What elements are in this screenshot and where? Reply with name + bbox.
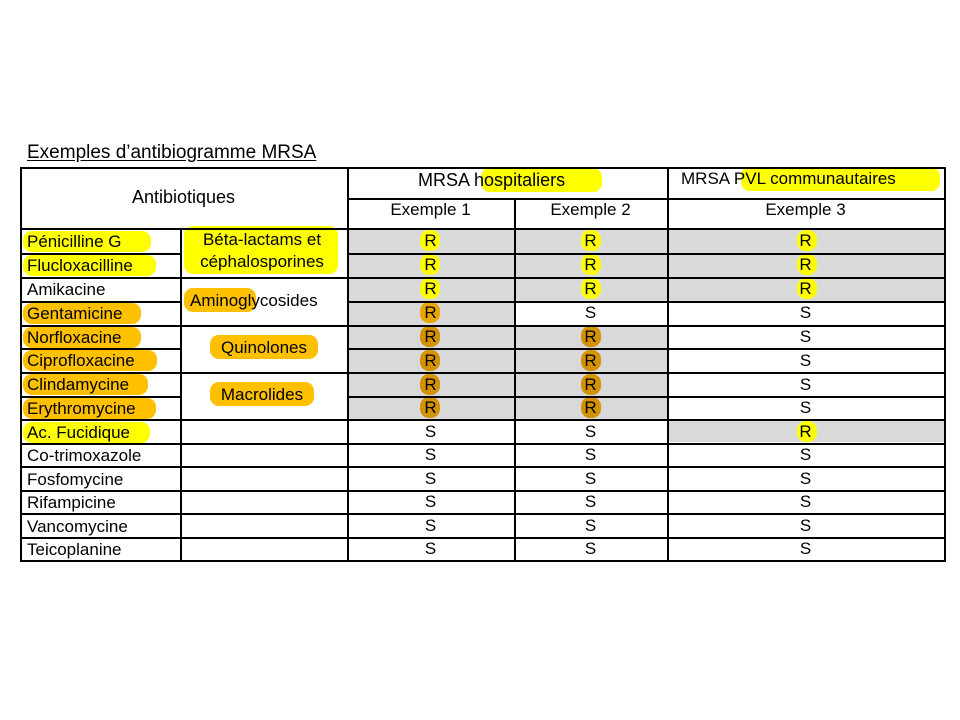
result-ex3: S bbox=[799, 351, 812, 370]
drug-name: Erythromycine bbox=[27, 399, 136, 418]
header-example-2: Exemple 2 bbox=[550, 200, 631, 219]
header-example-3: Exemple 3 bbox=[765, 200, 846, 219]
grid-line-row5 bbox=[20, 348, 180, 350]
drug-name: Gentamicine bbox=[27, 304, 123, 323]
grid-line-row8 bbox=[20, 419, 946, 421]
result-ex2: R bbox=[584, 255, 597, 274]
class-betalactams-line2: céphalosporines bbox=[200, 252, 324, 271]
class-quinolones: Quinolones bbox=[220, 338, 307, 357]
result-ex2: S bbox=[584, 422, 597, 441]
result-ex1: S bbox=[424, 469, 437, 488]
result-ex3: S bbox=[799, 469, 812, 488]
result-ex3: R bbox=[799, 422, 812, 441]
header-group-community bbox=[681, 169, 896, 189]
result-ex2: R bbox=[584, 398, 597, 417]
result-ex2: R bbox=[584, 327, 597, 346]
class-macrolides: Macrolides bbox=[220, 385, 304, 404]
result-ex1: R bbox=[424, 327, 437, 346]
result-ex2: S bbox=[584, 445, 597, 464]
header-group-community-prefix: MRSA bbox=[681, 169, 730, 188]
grid-line-row7 bbox=[20, 396, 180, 398]
grid-line-left bbox=[20, 167, 22, 562]
result-ex2: R bbox=[584, 351, 597, 370]
grid-line-row5b bbox=[347, 348, 946, 350]
drug-name: Norfloxacine bbox=[27, 328, 122, 347]
result-ex2: R bbox=[584, 231, 597, 250]
result-ex3: R bbox=[799, 255, 812, 274]
result-ex3: S bbox=[799, 492, 812, 511]
result-ex1: R bbox=[424, 231, 437, 250]
grid-line-row12 bbox=[20, 513, 946, 515]
header-antibiotics: Antibiotiques bbox=[131, 187, 236, 207]
drug-name: Fosfomycine bbox=[27, 470, 124, 489]
result-ex3: S bbox=[799, 327, 812, 346]
result-ex3: R bbox=[799, 231, 812, 250]
result-ex1: S bbox=[424, 492, 437, 511]
antibiogram-table bbox=[20, 167, 946, 562]
result-ex1: S bbox=[424, 422, 437, 441]
drug-name: Rifampicine bbox=[27, 493, 116, 512]
drug-name: Ac. Fucidique bbox=[27, 423, 130, 442]
result-ex2: S bbox=[584, 469, 597, 488]
result-ex3: R bbox=[799, 279, 812, 298]
drug-name: Co-trimoxazole bbox=[27, 446, 142, 465]
result-ex1: R bbox=[424, 279, 437, 298]
grid-line-row10 bbox=[20, 466, 946, 468]
drug-name: Clindamycine bbox=[27, 375, 130, 394]
header-example-1: Exemple 1 bbox=[390, 200, 471, 219]
class-aminoglycosides bbox=[190, 291, 318, 311]
grid-line-row6 bbox=[20, 372, 946, 374]
header-group-hospital bbox=[418, 170, 565, 190]
drug-name: Vancomycine bbox=[27, 517, 128, 536]
result-ex3: S bbox=[799, 445, 812, 464]
result-ex2: S bbox=[584, 303, 597, 322]
class-betalactams-line1: Béta-lactams et bbox=[202, 230, 322, 249]
class-aminoglycosides-rest: ycosides bbox=[251, 291, 318, 310]
result-ex3: S bbox=[799, 375, 812, 394]
drug-name: Pénicilline G bbox=[27, 232, 122, 251]
drug-name: Teicoplanine bbox=[27, 540, 122, 559]
result-ex1: S bbox=[424, 516, 437, 535]
page-title: Exemples d’antibiogramme MRSA bbox=[27, 142, 317, 163]
result-ex3: S bbox=[799, 539, 812, 558]
result-ex2: S bbox=[584, 492, 597, 511]
class-aminoglycosides-highlight: Aminogl bbox=[190, 291, 252, 310]
drug-name: Flucloxacilline bbox=[27, 256, 133, 275]
grid-line-row3 bbox=[20, 301, 180, 303]
result-ex2: S bbox=[584, 539, 597, 558]
result-ex1: R bbox=[424, 303, 437, 322]
result-ex3: S bbox=[799, 398, 812, 417]
result-ex2: R bbox=[584, 279, 597, 298]
result-ex1: R bbox=[424, 255, 437, 274]
result-ex1: R bbox=[424, 375, 437, 394]
result-ex3: S bbox=[799, 303, 812, 322]
result-ex3: S bbox=[799, 516, 812, 535]
result-ex2: R bbox=[584, 375, 597, 394]
drug-name: Amikacine bbox=[27, 280, 106, 299]
result-ex2: S bbox=[584, 516, 597, 535]
grid-line-bottom bbox=[20, 560, 946, 562]
result-ex1: R bbox=[424, 398, 437, 417]
header-group-hospital-highlight: hospitaliers bbox=[474, 170, 566, 190]
grid-line-row1 bbox=[20, 253, 180, 255]
grid-line-right bbox=[944, 167, 946, 562]
header-group-community-highlight: PVL communautaires bbox=[733, 169, 896, 188]
result-ex1: R bbox=[424, 351, 437, 370]
result-ex1: S bbox=[424, 539, 437, 558]
grid-line-header bbox=[20, 228, 946, 230]
drug-name: Ciprofloxacine bbox=[27, 351, 135, 370]
result-ex1: S bbox=[424, 445, 437, 464]
header-group-hospital-prefix: MRSA bbox=[418, 170, 470, 190]
